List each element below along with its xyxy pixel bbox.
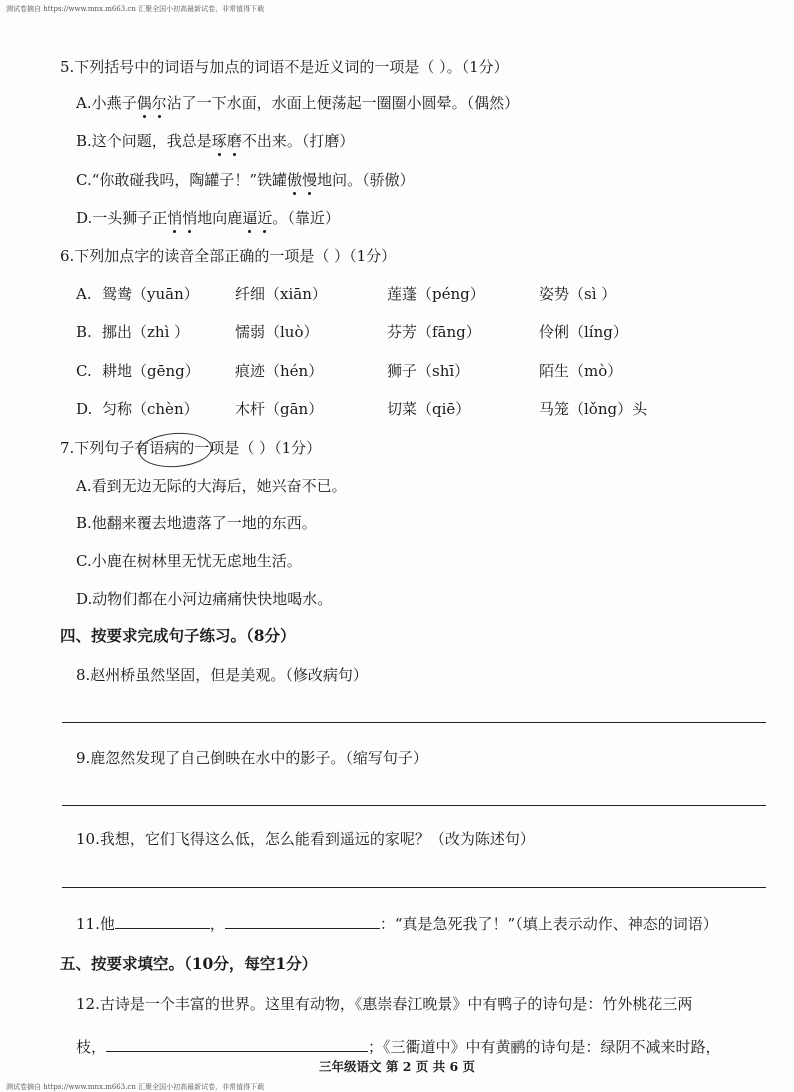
q6-option-letter: A.	[76, 285, 92, 303]
q12-line-2: 枝， ；《三衢道中》中有黄鹂的诗句是：绿阴不减来时路，	[76, 1038, 721, 1056]
emphasis-char: 偶	[136, 94, 152, 112]
q12-line-1: 12.古诗是一个丰富的世界。这里有动物，《惠崇春江晚景》中有鸭子的诗句是：竹外桃花三两	[76, 995, 693, 1013]
q6-word: 挪出（zhì ）	[102, 323, 190, 341]
emphasis-char: 悄	[182, 209, 198, 227]
q9-prompt: 9.鹿忽然发现了自己倒映在水中的影子。（缩写句子）	[76, 749, 428, 767]
q10-prompt: 10.我想，它们飞得这么低，怎么能看到遥远的家呢？（改为陈述句）	[76, 830, 535, 848]
section-4-heading: 四、按要求完成句子练习。（8分）	[60, 626, 296, 645]
q6-word: 莲蓬（péng）	[387, 285, 485, 303]
dotted-word	[212, 132, 242, 150]
emphasis-char: 悄	[167, 209, 183, 227]
q6-word: 匀称（chèn）	[102, 400, 199, 418]
emphasis-char: 傲	[287, 171, 303, 189]
dotted-word	[167, 209, 197, 227]
dotted-word	[137, 94, 167, 112]
q9-answer-line[interactable]	[62, 805, 766, 806]
q11-prompt: 11.他 ， ：“真是急死我了！”（填上表示动作、神态的词语）	[76, 915, 718, 933]
q6-word: 姿势（sì ）	[539, 285, 617, 303]
q6-word: 耕地（gēng）	[102, 362, 200, 380]
q5-option-a: A.小燕子偶尔沾了一下水面，水面上便荡起一圈圈小圆晕。（偶然）	[76, 94, 520, 112]
q11-blank-2[interactable]	[225, 914, 380, 929]
emphasis-char: 近	[257, 209, 273, 227]
q7-option-a: A.看到无边无际的大海后，她兴奋不已。	[76, 477, 347, 495]
page-footer: 三年级语文 第 2 页 共 6 页	[318, 1059, 475, 1074]
emphasis-char: 慢	[302, 171, 318, 189]
q6-option-letter: B.	[76, 323, 92, 341]
dotted-word	[242, 209, 272, 227]
q6-word: 芬芳（fāng）	[387, 323, 481, 341]
header-note: 测试卷摘自 https://www.mnx.m663.cn 汇聚全国小初高最新试卷，非常值得下载	[6, 5, 265, 13]
q11-blank-1[interactable]	[115, 914, 210, 929]
q5-stem: 5.下列括号中的词语与加点的词语不是近义词的一项是（ ）。（1分）	[60, 58, 509, 76]
q10-answer-line[interactable]	[62, 887, 766, 888]
q8-answer-line[interactable]	[62, 722, 766, 723]
emphasis-char: 尔	[151, 94, 167, 112]
q5-option-d: D.一头狮子正悄悄地向鹿逼近。（靠近）	[76, 209, 340, 227]
q7-option-c: C.小鹿在树林里无忧无虑地生活。	[76, 552, 302, 570]
q7-option-b: B.他翻来覆去地遗落了一地的东西。	[76, 514, 317, 532]
dotted-word	[287, 171, 317, 189]
q8-prompt: 8.赵州桥虽然坚固，但是美观。（修改病句）	[76, 666, 368, 684]
q5-option-c: C.“你敢碰我吗，陶罐子！”铁罐傲慢地问。（骄傲）	[76, 171, 415, 189]
q6-stem: 6.下列加点字的读音全部正确的一项是（ ）（1分）	[60, 247, 397, 265]
q6-option-letter: D.	[76, 400, 93, 418]
q6-word: 鸳鸯（yuān）	[102, 285, 199, 303]
q6-word: 陌生（mò）	[539, 362, 623, 380]
q7-stem: 7.下列句子有语病的一项是（ ）（1分）	[60, 439, 322, 457]
emphasis-char: 逼	[242, 209, 258, 227]
q6-word: 痕迹（hén）	[235, 362, 324, 380]
q6-option-letter: C.	[76, 362, 92, 380]
q6-word: 狮子（shī）	[387, 362, 470, 380]
q5-option-b: B.这个问题，我总是琢磨不出来。（打磨）	[76, 132, 355, 150]
q6-word: 懦弱（luò）	[235, 323, 319, 341]
q6-word: 伶俐（líng）	[539, 323, 628, 341]
section-5-heading: 五、按要求填空。（10分，每空1分）	[60, 954, 318, 973]
footer-note: 测试卷摘自 https://www.mnx.m663.cn 汇聚全国小初高最新试卷，非常值得下载	[6, 1083, 265, 1091]
q7-option-d: D.动物们都在小河边痛痛快快地喝水。	[76, 590, 333, 608]
q6-word: 马笼（lǒng）头	[539, 400, 648, 418]
q12-blank-1[interactable]	[106, 1037, 368, 1052]
emphasis-char: 琢	[211, 132, 227, 150]
emphasis-char: 磨	[226, 132, 242, 150]
q6-word: 切菜（qiē）	[387, 400, 471, 418]
q6-word: 纤细（xiān）	[235, 285, 327, 303]
q6-word: 木杆（gān）	[235, 400, 324, 418]
